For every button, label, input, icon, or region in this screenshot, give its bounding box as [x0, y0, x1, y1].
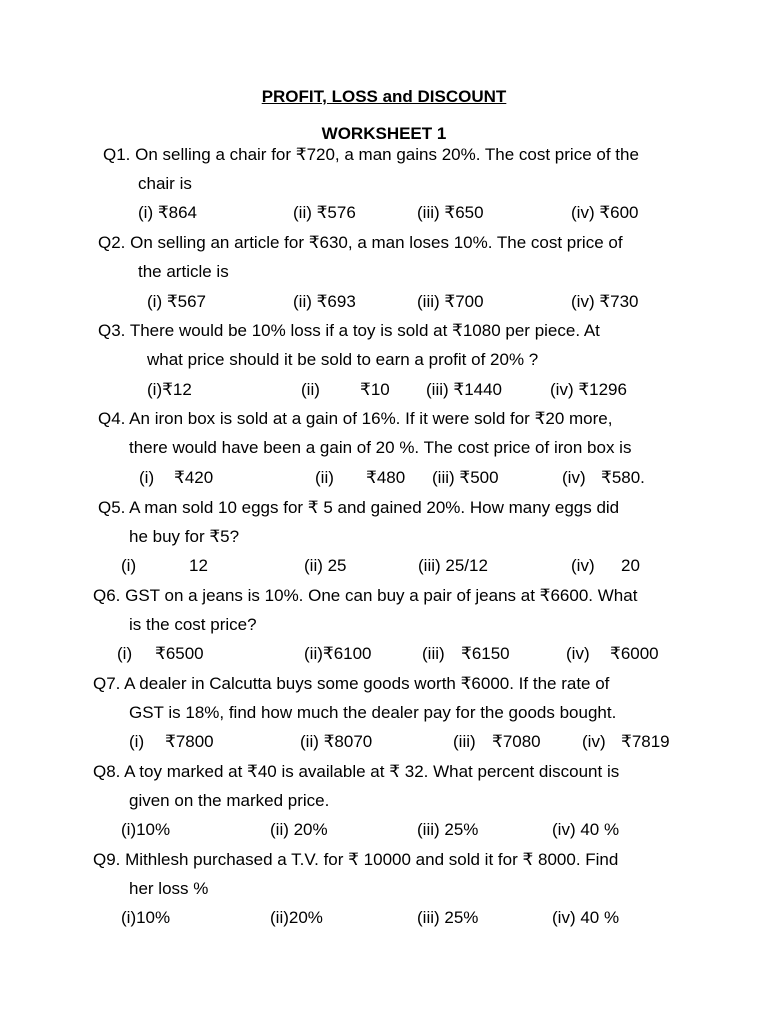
option-i: (i)₹12 [147, 380, 192, 399]
option-ii-value: ₹10 [360, 380, 390, 399]
option-i: (i) [139, 468, 155, 487]
question-text-line: GST is 18%, find how much the dealer pay for the goods bought. [129, 703, 617, 722]
question-text-line: Q1. On selling a chair for ₹720, a man gains 20%. The cost price of the [103, 145, 639, 164]
option-i: (i) ₹864 [138, 203, 198, 222]
question-text-line: chair is [138, 174, 192, 193]
option-iii: (iii) ₹1440 [426, 380, 503, 399]
option-i: (i)10% [121, 908, 171, 927]
option-i-value: ₹7800 [165, 732, 214, 751]
option-iii: (iii) 25% [417, 908, 479, 927]
worksheet-subtitle: WORKSHEET 1 [321, 124, 447, 143]
option-iv: (iv) ₹600 [571, 203, 639, 222]
question-text-line: is the cost price? [129, 615, 257, 634]
question-text-line: Q6. GST on a jeans is 10%. One can buy a pair of jeans at ₹6600. What [93, 586, 638, 605]
option-iv: (iv) [562, 468, 586, 487]
option-ii: (ii)₹6100 [304, 644, 372, 663]
option-ii: (ii) ₹8070 [300, 732, 373, 751]
option-ii: (ii) 25 [304, 556, 347, 575]
option-ii: (ii) [301, 380, 320, 399]
option-iv-value: ₹7819 [621, 732, 670, 751]
question-text-line: Q3. There would be 10% loss if a toy is sold at ₹1080 per piece. At [98, 321, 600, 340]
option-iii: (iii) 25% [417, 820, 479, 839]
option-iv: (iv) ₹730 [571, 292, 639, 311]
option-ii-value: ₹480 [366, 468, 406, 487]
option-ii: (ii) ₹576 [293, 203, 356, 222]
option-iii-value: ₹7080 [492, 732, 541, 751]
option-iv-value: ₹6000 [610, 644, 659, 663]
option-i: (i) [121, 556, 137, 575]
question-text-line: what price should it be sold to earn a profit of 20% ? [147, 350, 539, 369]
option-iv: (iv) 40 % [552, 820, 620, 839]
option-i: (i) ₹567 [147, 292, 207, 311]
option-iv: (iv) [571, 556, 595, 575]
question-text-line: Q9. Mithlesh purchased a T.V. for ₹ 10000 and sold it for ₹ 8000. Find [93, 850, 619, 869]
option-iv: (iv) [582, 732, 606, 751]
option-iii: (iii) ₹500 [432, 468, 499, 487]
question-text-line: there would have been a gain of 20 %. The cost price of iron box is [129, 438, 632, 457]
question-text-line: Q8. A toy marked at ₹40 is available at ₹ 32. What percent discount is [93, 762, 620, 781]
option-iii: (iii) 25/12 [418, 556, 488, 575]
option-iii: (iii) ₹650 [417, 203, 484, 222]
option-ii: (ii) [315, 468, 334, 487]
option-iv: (iv) [566, 644, 590, 663]
option-iv-value: ₹580. [601, 468, 645, 487]
option-iv: (iv) ₹1296 [550, 380, 627, 399]
question-text-line: Q5. A man sold 10 eggs for ₹ 5 and gained 20%. How many eggs did [98, 498, 620, 517]
option-iv-value: 20 [621, 556, 640, 575]
question-text-line: he buy for ₹5? [129, 527, 240, 546]
question-text-line: the article is [138, 262, 229, 281]
option-iii: (iii) [422, 644, 445, 663]
option-i-value: 12 [189, 556, 208, 575]
option-iii: (iii) ₹700 [417, 292, 484, 311]
option-ii: (ii) ₹693 [293, 292, 356, 311]
option-i: (i) [129, 732, 145, 751]
question-text-line: her loss % [129, 879, 209, 898]
question-text-line: Q7. A dealer in Calcutta buys some goods worth ₹6000. If the rate of [93, 674, 610, 693]
option-i: (i)10% [121, 820, 171, 839]
option-ii: (ii)20% [270, 908, 323, 927]
option-i: (i) [117, 644, 133, 663]
option-i-value: ₹420 [174, 468, 214, 487]
option-ii: (ii) 20% [270, 820, 328, 839]
question-text-line: Q4. An iron box is sold at a gain of 16%. If it were sold for ₹20 more, [98, 409, 613, 428]
question-text-line: given on the marked price. [129, 791, 330, 810]
option-iii: (iii) [453, 732, 476, 751]
page-title: PROFIT, LOSS and DISCOUNT [261, 87, 507, 106]
option-iii-value: ₹6150 [461, 644, 510, 663]
question-text-line: Q2. On selling an article for ₹630, a man loses 10%. The cost price of [98, 233, 623, 252]
option-iv: (iv) 40 % [552, 908, 620, 927]
option-i-value: ₹6500 [155, 644, 204, 663]
